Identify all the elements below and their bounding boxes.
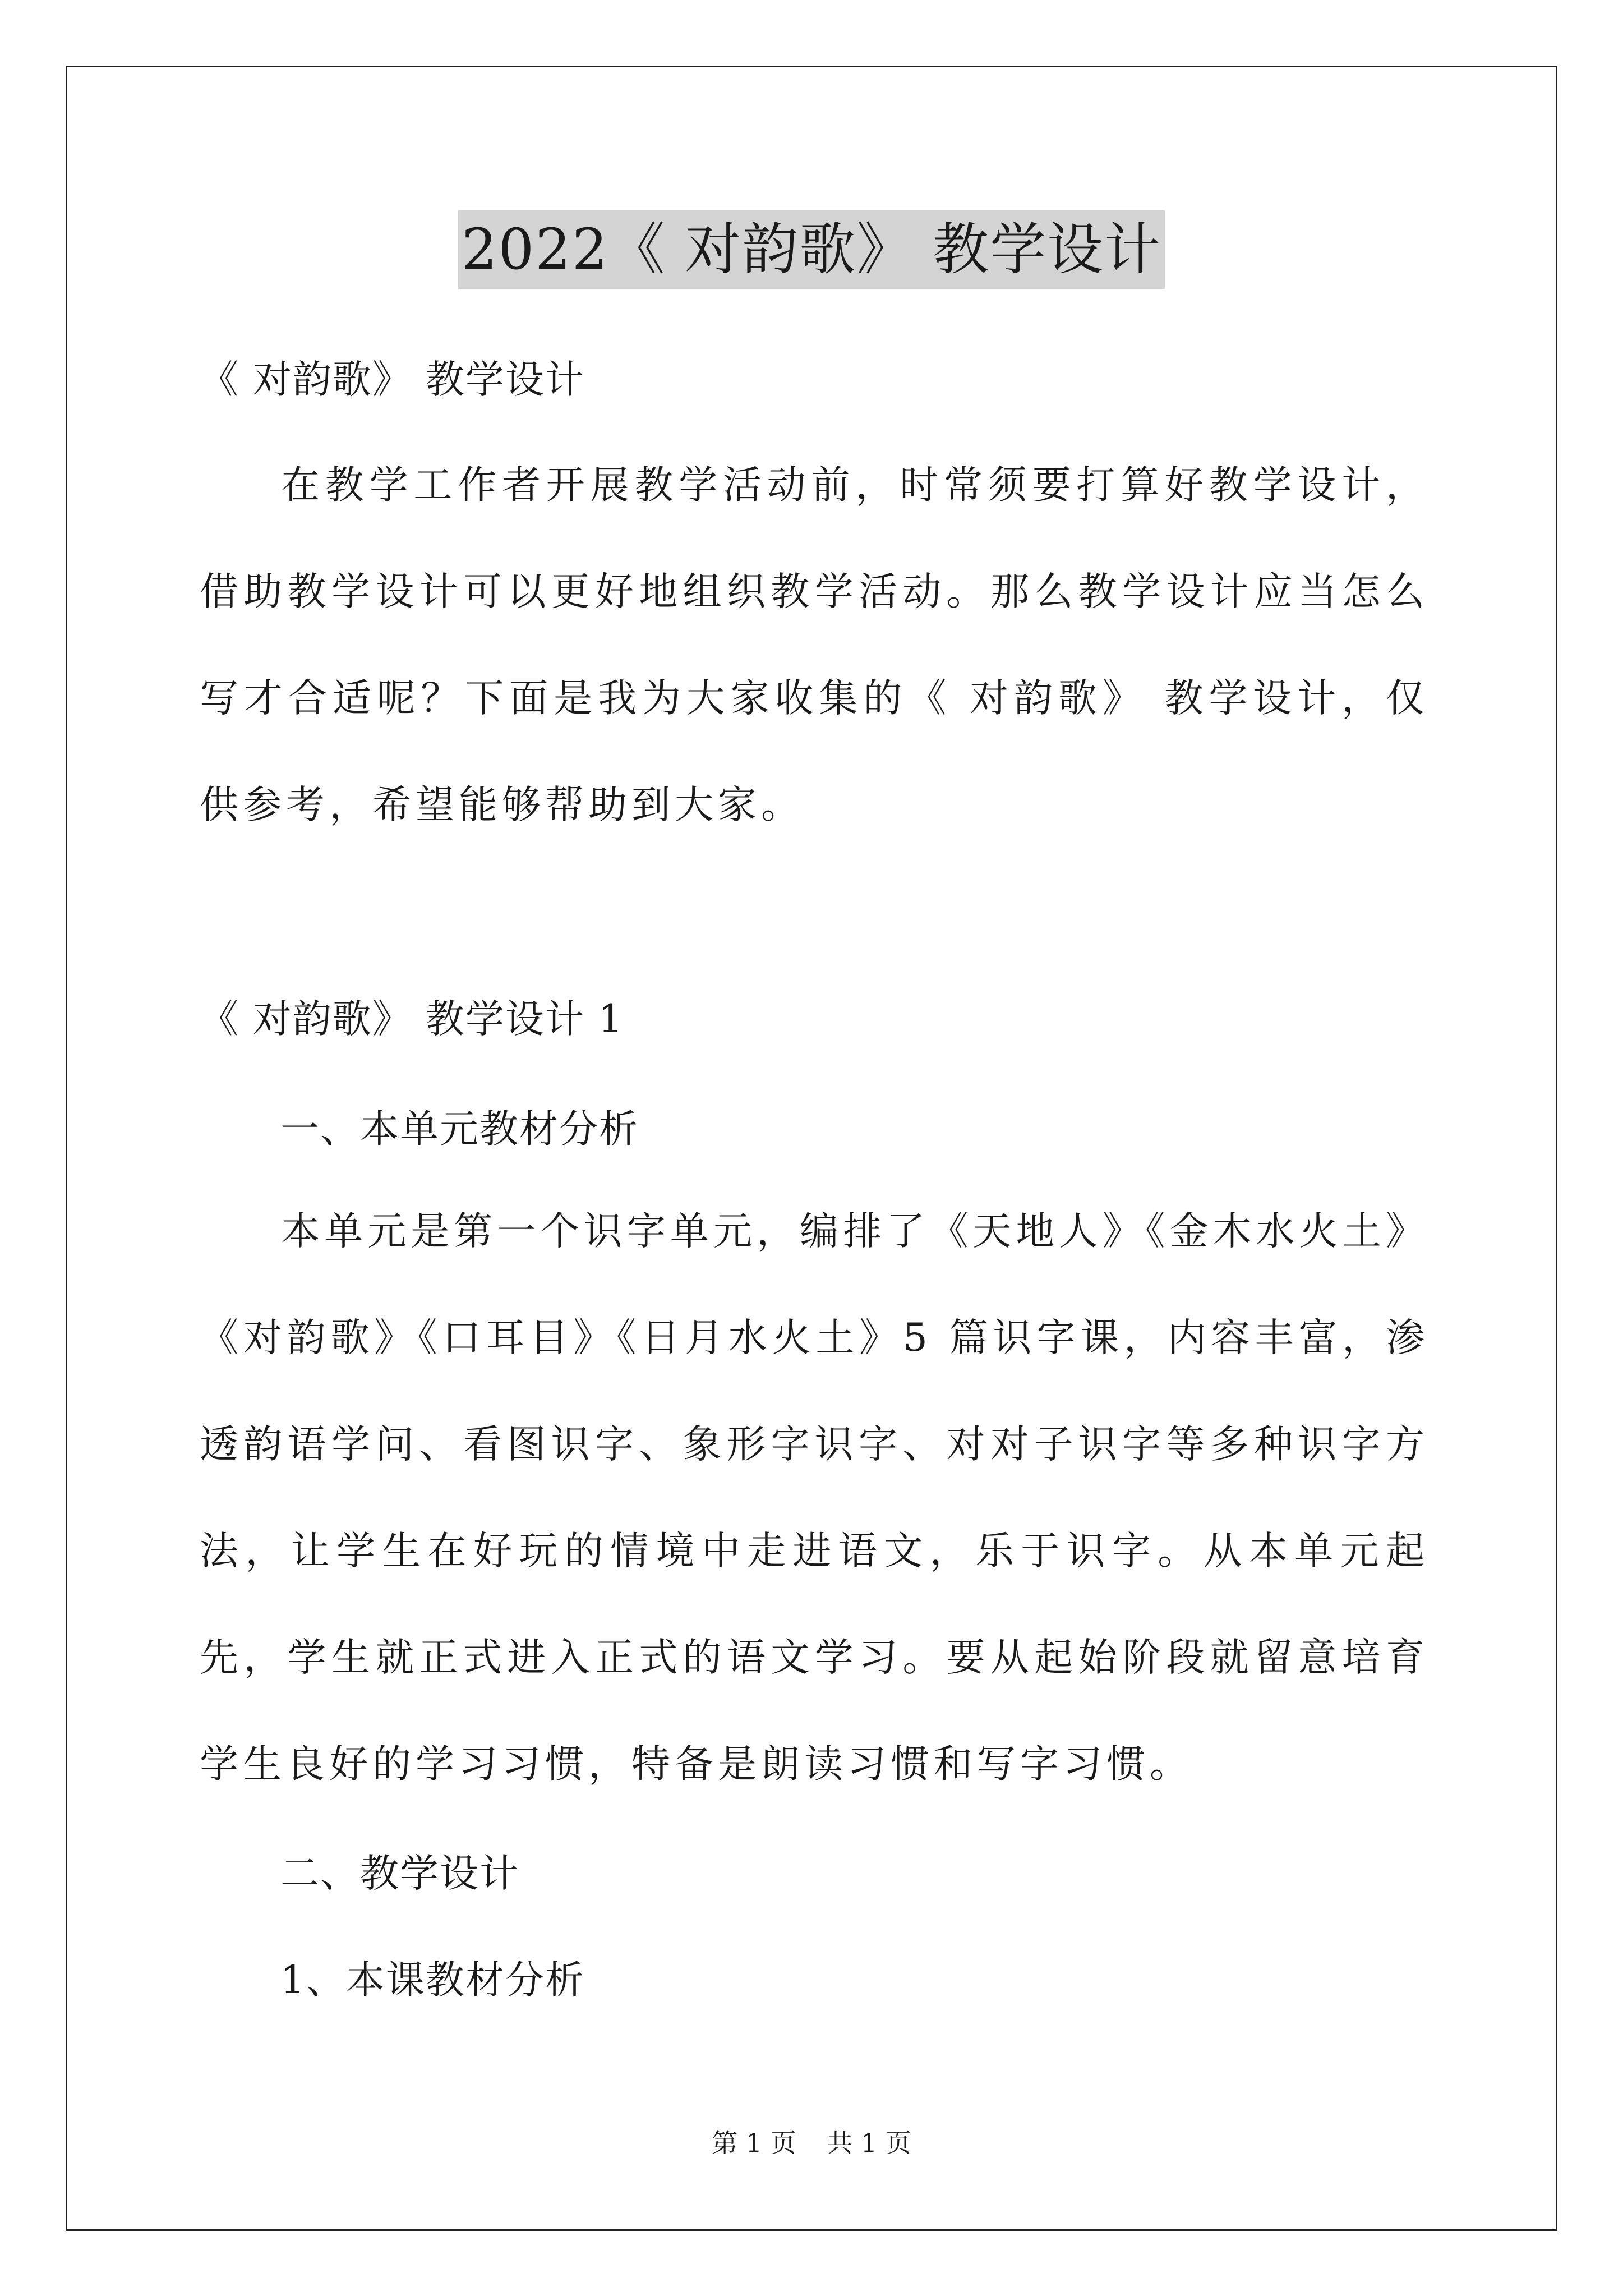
page-footer (0, 2126, 1623, 2160)
lesson-analysis-heading: 1、本课教材分析 (280, 1958, 585, 2003)
page-number: 第 1 页 (712, 2128, 796, 2158)
subtitle: 《 对韵歌》 教学设计 (200, 357, 585, 402)
document-title: 2022《 对韵歌》 教学设计 (458, 210, 1165, 289)
intro-paragraph: 在教学工作者开展教学活动前，时常须要打算好教学设计，借助教学设计可以更好地组织教学活动。那么教学设计应当怎么写才合适呢？下面是我为大家收集的《 对韵歌》 教学设计，仅供参考，希望能够帮助到大家。 (200, 463, 1429, 827)
teaching-design-heading: 二、教学设计 (280, 1851, 519, 1896)
title-container (0, 210, 1623, 289)
unit-analysis-heading: 一、本单元教材分析 (280, 1107, 639, 1152)
page-total: 共 1 页 (827, 2128, 911, 2158)
section-heading-design-1: 《 对韵歌》 教学设计 1 (200, 997, 624, 1042)
unit-analysis-paragraph: 本单元是第一个识字单元，编排了《天地人》《金木水火土》《对韵歌》《口耳目》《日月水火土》5 篇识字课，内容丰富，渗透韵语学问、看图识字、象形字识字、对对子识字等多种识字方法，让学生在好玩的情境中走进语文，乐于识字。从本单元起先，学生就正式进入正式的语文学习。要从起始阶段就留意培育学生良好的学习习惯，特备是朗读习惯和写字习惯。 (200, 1209, 1429, 1787)
